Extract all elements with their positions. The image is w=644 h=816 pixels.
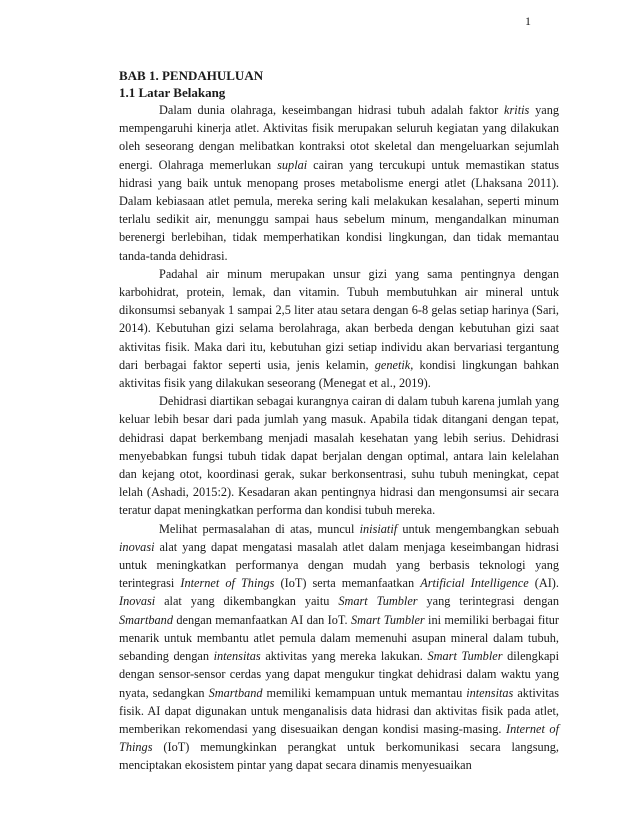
italic-text: kritis (504, 103, 530, 117)
text-run: memiliki kemampuan untuk memantau (262, 685, 467, 700)
page-number: 1 (525, 14, 531, 28)
text-run: alat yang dikembangkan yaitu (155, 594, 339, 609)
text-run: Dalam dunia olahraga, keseimbangan hidrasi tubuh adalah faktor (159, 103, 505, 117)
text-run: dengan memanfaatkan AI dan IoT. (172, 612, 351, 627)
text-run: ini memiliki berbagai fitur menarik untuk membantu atlet pemula dalam memenuhi asupan mineral dalam tubuh, sebanding dengan (119, 612, 559, 664)
paragraphs (119, 101, 559, 775)
text-run: (IoT) serta memanfaatkan (274, 576, 421, 591)
text-run: kondisi lingkungan bahkan aktivitas fisik yang dilakukan seseorang (Menegat et al., 2019). (119, 357, 559, 391)
italic-text: inovasi (119, 539, 155, 554)
paragraph (119, 520, 559, 775)
text-run: aktivitas yang mereka lakukan. (260, 649, 428, 664)
italic-text: Smartband (119, 612, 173, 627)
italic-text: Smart Tumbler (338, 594, 418, 609)
italic-text: intensitas (466, 685, 514, 700)
italic-text: inisiatif (359, 521, 398, 536)
document-body (119, 67, 559, 775)
italic-text: genetik, (374, 357, 414, 372)
italic-text: Smart Tumbler (350, 612, 425, 627)
section-title: 1.1 Latar Belakang (119, 85, 226, 100)
italic-text: Internet of Things (180, 576, 275, 591)
text-run: alat yang dapat mengatasi masalah atlet dalam menjaga keseimbangan hidrasi untuk meningkatkan performanya dengan mudah yang berbasis teknologi yang terintegrasi (119, 539, 559, 591)
text-run: Padahal air minum merupakan unsur gizi yang sama pentingnya dengan karbohidrat, protein, lemak, dan vitamin. Tubuh membutuhkan air mineral untuk dikonsumsi sebanyak 1 sampai 2,5 liter atau setara dengan 6-8 gelas setiap harinya (Sari, 2014). Kebutuhan gizi selama berolahraga, akan berbeda dengan kebutuhan gizi saat aktivitas fisik. Maka dari itu, kebutuhan gizi setiap individu akan bervariasi tergantung dari berbagai faktor seperti usia, jenis kelamin, (119, 266, 559, 372)
italic-text: Inovasi (119, 594, 156, 609)
paragraph (119, 101, 559, 265)
paragraph (119, 265, 559, 392)
chapter-title: BAB 1. PENDAHULUAN (119, 68, 264, 83)
text-run: aktivitas fisik. AI dapat digunakan untuk menganalisis data hidrasi dan aktivitas fisik pada atlet, memberikan rekomendasi yang disesuaikan dengan kondisi masing-masing. (119, 685, 559, 736)
text-run: Dehidrasi diartikan sebagai kurangnya cairan di dalam tubuh karena jumlah yang keluar lebih besar dari pada jumlah yang masuk. Apabila tidak ditangani dengan tepat, dehidrasi dapat berkembang menjadi masalah kesehatan yang lebih serius. Dehidrasi menyebabkan fungsi tubuh tidak dapat berjalan dengan optimal, antara lain kelelahan dan kejang otot, koordinasi gerak, sukar berkonsentrasi, suhu tubuh meningkat, cepat lelah (Ashadi, 2015:2). Kesadaran akan pentingnya hidrasi dan mengonsumsi air secara teratur dapat meningkatkan performa dan kondisi tubuh mereka. (119, 394, 559, 518)
italic-text: Internet of Things (119, 721, 559, 755)
text-run: dilengkapi dengan sensor-sensor cerdas yang dapat mengukur tingkat dehidrasi dalam waktu yang nyata, sedangkan (119, 649, 559, 700)
italic-text: suplai (277, 157, 308, 172)
text-run: yang terintegrasi dengan (417, 594, 559, 609)
text-run: cairan yang tercukupi untuk memastikan status hidrasi yang baik untuk menopang proses metabolisme energi atlet (Lhaksana 2011). Dalam kebiasaan atlet pemula, mereka sering kali melakukan kesalahan, seperti minum terlalu sedikit air, menunggu sampai haus sebelum minum, mengandalkan minuman berenergi berlebihan, tidak memperhatikan kondisi lingkungan, dan tidak memantau tanda-tanda dehidrasi. (119, 157, 559, 263)
text-run: Melihat permasalahan di atas, muncul (159, 521, 360, 536)
italic-text: intensitas (213, 649, 261, 664)
text-run: (AI). (528, 576, 559, 591)
italic-text: Smartband (208, 685, 263, 700)
text-run: yang mempengaruhi kinerja atlet. Aktivitas fisik merupakan seluruh kegiatan yang dilakukan oleh seseorang dengan melibatkan kontraksi otot skeletal dan mengeluarkan sejumlah energi. Olahraga memerlukan (119, 103, 559, 172)
italic-text: Smart Tumbler (427, 649, 503, 664)
paragraph (119, 392, 559, 519)
text-run: (IoT) memungkinkan perangkat untuk berkomunikasi secara langsung, menciptakan ekosistem pintar yang dapat secara dinamis menyesuaikan (119, 740, 559, 773)
italic-text: Artificial Intelligence (420, 576, 529, 591)
text-run: untuk mengembangkan sebuah (397, 521, 560, 536)
